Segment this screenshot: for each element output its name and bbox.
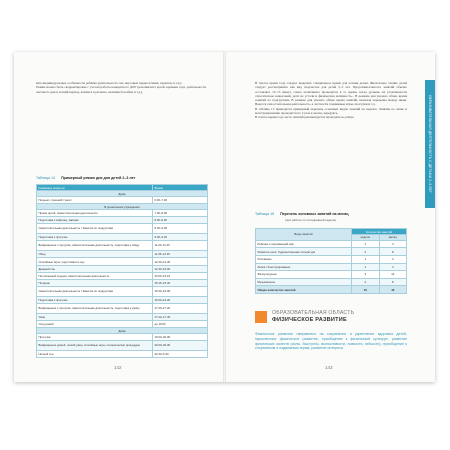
schedule-time: 8.20–9.00 (153, 224, 208, 234)
schedule-moment: Самостоятельная деятельность / Занятия по подгруппам (37, 224, 153, 234)
schedule-moment: Возвращение с прогулки, самостоятельная деятельность, подготовка к ужину (37, 303, 153, 313)
schedule-time: 11.20–11.40 (153, 241, 208, 251)
table-title: Перечень основных занятий на месяц (280, 212, 349, 216)
chapter-side-tab (425, 80, 435, 208)
table-row (37, 286, 208, 296)
schedule-table (36, 184, 208, 358)
table-row (37, 251, 208, 258)
schedule-time: 16.00–16.20 (153, 296, 208, 303)
table-section-label: В дошкольном учреждении (37, 204, 208, 210)
col-header-week: неделя (352, 235, 380, 241)
left-top-paragraph: вать индивидуальные особенности ребёнка (длительность сна, вкусовые предпочтения, характер и т.д.). Режим можно быть скорректирован с учетом работы конкретного ДОУ (контингента детей, времени года, длительности светового дня в летний период, климата в регионе, наличия бассейна и т.д.). (36, 81, 206, 94)
table-row (256, 271, 407, 279)
schedule-time: 19.00–20.00 (153, 334, 208, 341)
activities-table (255, 228, 407, 294)
total-month: 40 (379, 286, 407, 294)
schedule-moment: Прогулка (37, 334, 153, 341)
table-row (37, 241, 208, 251)
schedule-time: 15.30–16.00 (153, 286, 208, 296)
activity-kind: Рисование (256, 255, 352, 263)
col-header-month: месяц (379, 235, 407, 241)
table-row (37, 296, 208, 303)
area-label: ОБРАЗОВАТЕЛЬНАЯ ОБЛАСТЬ (272, 310, 355, 316)
table-row (256, 248, 407, 256)
table-row (37, 234, 208, 241)
table-row (37, 272, 208, 279)
schedule-time: 9.00–9.30 (153, 234, 208, 241)
left-page (14, 52, 224, 382)
schedule-moment: Постепенный подъем, самостоятельная деятельность (37, 272, 153, 279)
table-number: Таблица 15 (255, 212, 275, 216)
activity-kind: Лепка / Конструирование (256, 263, 352, 271)
schedule-moment: Самостоятельная деятельность / Занятия по подгруппам (37, 286, 153, 296)
schedule-moment: Прием детей, самостоятельная деятельность (37, 210, 153, 217)
table-number: Таблица 14 (36, 176, 56, 180)
schedule-time: 6.30–7.30 (153, 197, 208, 204)
schedule-time: 12.20–12.30 (153, 258, 208, 265)
table-subtitle: (при работе по пятидневной неделе) (285, 218, 337, 222)
schedule-time: 7.00–8.00 (153, 210, 208, 217)
activity-per-week: 1 (352, 263, 380, 271)
table-14-caption (36, 176, 135, 180)
table-row (37, 279, 208, 286)
activity-per-month: 8 (379, 248, 407, 256)
activity-per-month: 4 (379, 240, 407, 248)
schedule-time: до 19.00 (153, 321, 208, 328)
schedule-moment: Подготовка к прогулке (37, 296, 153, 303)
activity-kind: Ребенок и окружающий мир (256, 240, 352, 248)
col-header-time: Время (153, 185, 208, 191)
table-row (256, 263, 407, 271)
activity-per-month: 4 (379, 263, 407, 271)
page-number-right: 143 (325, 365, 333, 370)
schedule-moment: Подготовка к завтраку, завтрак (37, 217, 153, 224)
activity-per-month: 8 (379, 278, 407, 286)
activity-kind: Развитие речи. Художественная литература (256, 248, 352, 256)
schedule-moment: Обед (37, 251, 153, 258)
area-title: ФИЗИЧЕСКОЕ РАЗВИТИЕ (272, 317, 347, 323)
activity-kind: Музыкальное (256, 278, 352, 286)
schedule-moment: Ночной сон (37, 351, 153, 358)
area-description: Физическое развитие направлено на сохранение и укрепление здоровья детей, гармоничное физическое развитие, приобщение к физической культуре, развитие физических качеств (силы, быстроты, выносливости, ловкости, гибкости), приобщение к спортивным и подвижным играм, развитие интереса (255, 332, 407, 351)
section-home: Дома (37, 191, 208, 197)
table-15-caption (255, 212, 348, 216)
col-header-count: Количество занятий (352, 229, 407, 235)
activity-per-month: 12 (379, 271, 407, 279)
schedule-moment: Полдник (37, 279, 153, 286)
right-top-paragraph: В теплое время года следует выделять специальное время для чтения детям. Желательно чтение детей следует рассматривать как вид творчества для детей 2–3 лет. Продолжительность занятий обычно составляет 10–15 минут, самое позитивное проводится в то время, когда уровень их утомляемости относительно невысокий, дети не устали и физическая активность... В режиме дня указано общее время занятий по подгруппам. В режиме дня указано общее время занятий, включая перерывы между ними. Ведется самостоятельная деятельность, в частности подвижные игры, прогулки и т.д. В таблице 15 приводится примерный перечень основных видов занятий на неделю. Занятия по лепке и конструированию проводятся по 2 раза в месяц, чередуясь. В теплое время года часть занятий рекомендуется проводить на улице. (255, 81, 407, 120)
page-number-left: 142 (114, 365, 122, 370)
schedule-time: 17.00–17.20 (153, 303, 208, 313)
schedule-time: 12.30–15.00 (153, 265, 208, 272)
table-row (37, 210, 208, 217)
schedule-time: 17.20–17.45 (153, 313, 208, 320)
table-section-label: Дома (37, 328, 208, 334)
schedule-moment: Ужин (37, 313, 153, 320)
schedule-moment: Спокойные игры, подготовка ко сну (37, 258, 153, 265)
schedule-moment: Возвращение домой, легкий ужин, спокойные игры, гигиенические процедуры (37, 341, 153, 351)
table-total-row (256, 286, 407, 294)
area-marker (255, 311, 267, 323)
activity-per-week: 1 (352, 255, 380, 263)
total-week: 10 (352, 286, 380, 294)
activity-per-week: 2 (352, 278, 380, 286)
schedule-time: 20.30–6.30 (153, 351, 208, 358)
side-tab-label: ОБРАЗОВАТЕЛЬНАЯ ДЕЯТЕЛЬНОСТЬ С ДЕТЬМИ 2–3 ЛЕТ (428, 94, 432, 194)
table-row (37, 217, 208, 224)
table-row (37, 265, 208, 272)
table-row (37, 197, 208, 204)
table-row (37, 341, 208, 351)
schedule-time: 20.00–20.30 (153, 341, 208, 351)
table-row (37, 351, 208, 358)
table-title: Примерный режим дня для детей 2–3 лет (61, 176, 136, 180)
table-row (256, 240, 407, 248)
schedule-moment: Возвращение с прогулки, самостоятельная деятельность, подготовка к обеду (37, 241, 153, 251)
table-row (37, 321, 208, 328)
activity-kind: Физкультурное (256, 271, 352, 279)
total-label: Общее количество занятий (256, 286, 352, 294)
schedule-time: 15.15–15.30 (153, 279, 208, 286)
table-row (37, 303, 208, 313)
schedule-time: 11.45–12.20 (153, 251, 208, 258)
activity-per-week: 3 (352, 271, 380, 279)
activity-per-month: 4 (379, 255, 407, 263)
right-page (225, 52, 435, 382)
table-row (256, 278, 407, 286)
schedule-moment: Уход домой (37, 321, 153, 328)
schedule-moment: Подъем, утренний туалет (37, 197, 153, 204)
schedule-time: 8.00–8.30 (153, 217, 208, 224)
col-header-moment: Режимные моменты (37, 185, 153, 191)
table-row (256, 255, 407, 263)
table-row (37, 334, 208, 341)
schedule-moment: Дневной сон (37, 265, 153, 272)
table-row (37, 258, 208, 265)
table-row (37, 224, 208, 234)
book-spread (14, 52, 435, 382)
activity-per-week: 1 (352, 240, 380, 248)
activity-per-week: 2 (352, 248, 380, 256)
col-header-kind: Виды занятий (256, 229, 352, 241)
table-row (37, 313, 208, 320)
schedule-moment: Подготовка к прогулке (37, 234, 153, 241)
schedule-time: 15.00–15.15 (153, 272, 208, 279)
